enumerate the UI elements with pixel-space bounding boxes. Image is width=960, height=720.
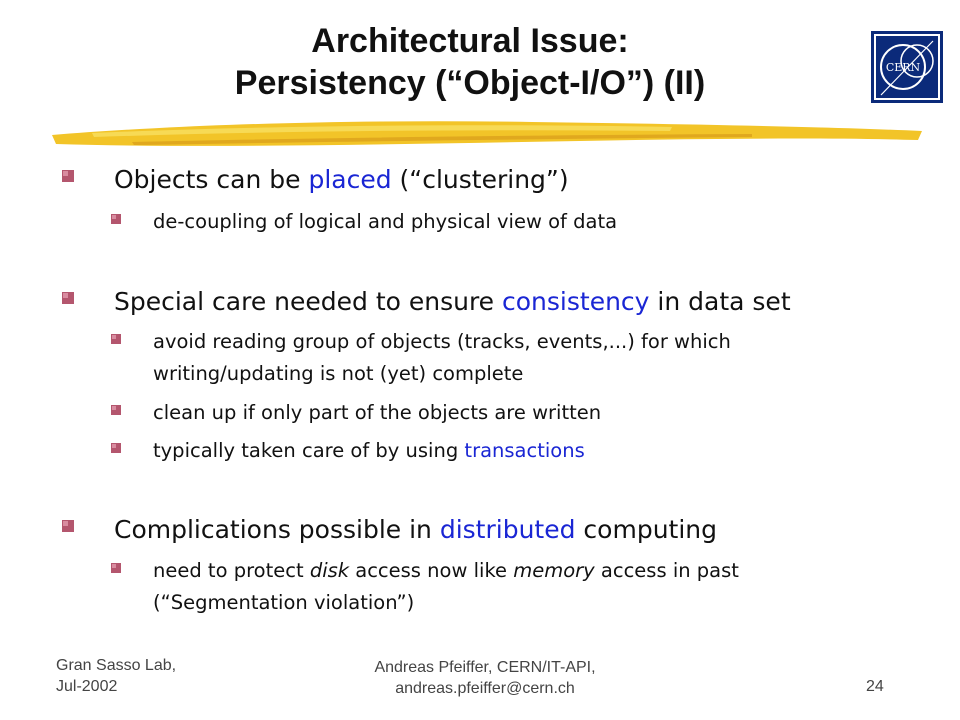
- bullet-3-text: Complications possible in distributed computing: [114, 515, 718, 544]
- square-bullet-icon: [111, 563, 121, 573]
- bullet-1-text: Objects can be placed (“clustering”): [114, 165, 569, 194]
- slide-title: [120, 20, 820, 104]
- square-bullet-icon: [111, 443, 121, 453]
- square-bullet-icon: [62, 292, 74, 304]
- square-bullet-icon: [111, 334, 121, 344]
- yellow-brush-stroke: [52, 113, 922, 153]
- footer-email: andreas.pfeiffer@cern.ch: [395, 680, 575, 697]
- footer-center: [320, 657, 650, 699]
- logo-text: CERN: [885, 61, 921, 74]
- footer-location: Gran Sasso Lab,: [56, 657, 177, 674]
- page-number: 24: [866, 678, 884, 695]
- square-bullet-icon: [111, 405, 121, 415]
- bullet-2-text: Special care needed to ensure consistency in data set: [114, 287, 791, 316]
- square-bullet-icon: [62, 520, 74, 532]
- cern-logo-graphic: [871, 31, 943, 103]
- title-line-2: Persistency (“Object-I/O”) (II): [234, 64, 706, 102]
- bullet-3-sub-1-line-1: need to protect disk access now like memory access in past: [153, 559, 739, 582]
- footer-author: Andreas Pfeiffer, CERN/IT-API,: [374, 659, 596, 676]
- cern-logo: [871, 31, 943, 103]
- bullet-1-sub-1: de-coupling of logical and physical view of data: [153, 210, 618, 233]
- footer-date: Jul-2002: [56, 678, 118, 695]
- bullet-2-sub-2: clean up if only part of the objects are written: [153, 401, 602, 424]
- bullet-3-sub-1-line-2: (“Segmentation violation”): [153, 591, 415, 614]
- footer-left: [56, 655, 176, 697]
- square-bullet-icon: [111, 214, 121, 224]
- bullet-2-sub-3: typically taken care of by using transactions: [153, 439, 585, 462]
- bullet-2-sub-1-line-2: writing/updating is not (yet) complete: [153, 362, 524, 385]
- square-bullet-icon: [62, 170, 74, 182]
- bullet-2-sub-1-line-1: avoid reading group of objects (tracks, events,...) for which: [153, 330, 731, 353]
- title-line-1: Architectural Issue:: [311, 22, 629, 60]
